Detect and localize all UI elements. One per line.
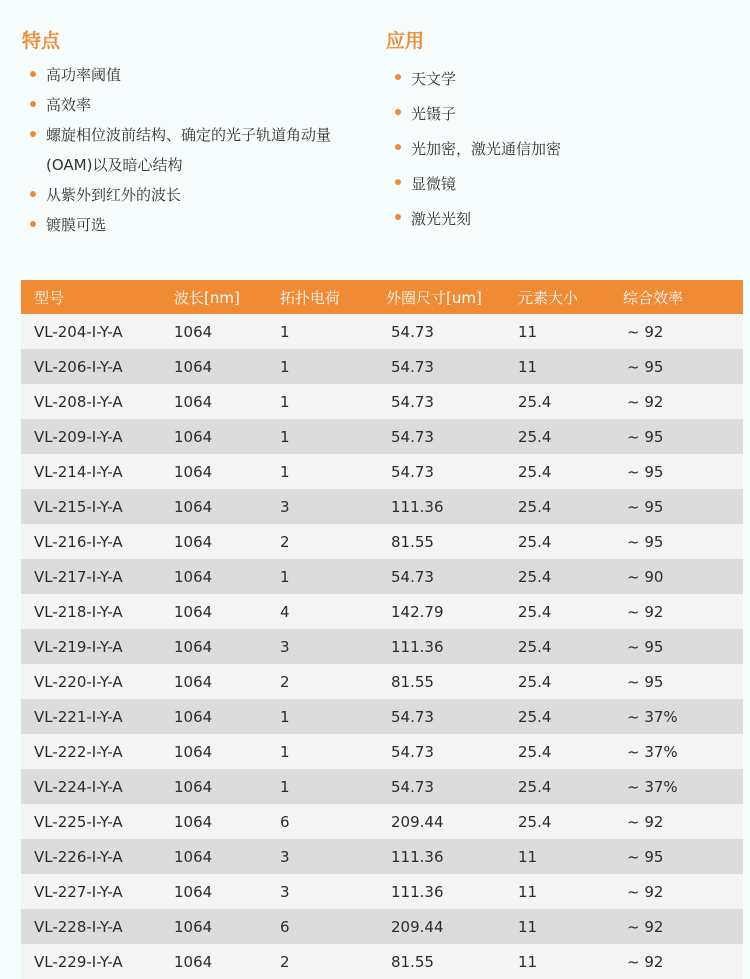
- cell-topological-charge: 3: [280, 839, 386, 874]
- cell-outer-size: 81.55: [386, 524, 518, 559]
- table-row: [21, 909, 743, 944]
- cell-element-size: 25.4: [518, 594, 623, 629]
- cell-element-size: 11: [518, 874, 623, 909]
- header-model: 型号: [21, 280, 174, 314]
- cell-wavelength: 1064: [174, 454, 280, 489]
- table-row: [21, 944, 743, 979]
- cell-element-size: 25.4: [518, 769, 623, 804]
- cell-efficiency: ~ 95: [623, 664, 743, 699]
- cell-topological-charge: 1: [280, 454, 386, 489]
- application-item: [395, 132, 725, 167]
- cell-element-size: 11: [518, 349, 623, 384]
- cell-model: VL-221-I-Y-A: [21, 699, 174, 734]
- cell-outer-size: 142.79: [386, 594, 518, 629]
- table-row: [21, 419, 743, 454]
- cell-outer-size: 111.36: [386, 629, 518, 664]
- cell-wavelength: 1064: [174, 804, 280, 839]
- cell-element-size: 25.4: [518, 419, 623, 454]
- cell-outer-size: 54.73: [386, 734, 518, 769]
- cell-topological-charge: 1: [280, 349, 386, 384]
- bullet-dot-icon: [30, 221, 36, 227]
- cell-model: VL-226-I-Y-A: [21, 839, 174, 874]
- cell-topological-charge: 3: [280, 629, 386, 664]
- cell-model: VL-228-I-Y-A: [21, 909, 174, 944]
- cell-outer-size: 111.36: [386, 489, 518, 524]
- cell-topological-charge: 1: [280, 734, 386, 769]
- cell-topological-charge: 2: [280, 664, 386, 699]
- table-row: [21, 769, 743, 804]
- cell-model: VL-220-I-Y-A: [21, 664, 174, 699]
- table-row: [21, 734, 743, 769]
- table-row: [21, 699, 743, 734]
- cell-outer-size: 54.73: [386, 349, 518, 384]
- feature-item-label: 镀膜可选: [46, 216, 107, 234]
- cell-wavelength: 1064: [174, 699, 280, 734]
- table-row: [21, 524, 743, 559]
- cell-element-size: 11: [518, 314, 623, 349]
- cell-efficiency: ~ 95: [623, 524, 743, 559]
- cell-wavelength: 1064: [174, 769, 280, 804]
- cell-efficiency: ~ 95: [623, 419, 743, 454]
- cell-model: VL-216-I-Y-A: [21, 524, 174, 559]
- cell-topological-charge: 2: [280, 524, 386, 559]
- application-item-label: 显微镜: [411, 175, 457, 193]
- cell-topological-charge: 1: [280, 419, 386, 454]
- cell-wavelength: 1064: [174, 489, 280, 524]
- cell-efficiency: ~ 37%: [623, 699, 743, 734]
- table-row: [21, 874, 743, 909]
- cell-topological-charge: 3: [280, 489, 386, 524]
- application-item: [395, 202, 725, 237]
- cell-element-size: 25.4: [518, 384, 623, 419]
- cell-outer-size: 54.73: [386, 314, 518, 349]
- cell-outer-size: 111.36: [386, 874, 518, 909]
- cell-topological-charge: 1: [280, 559, 386, 594]
- cell-model: VL-227-I-Y-A: [21, 874, 174, 909]
- cell-element-size: 25.4: [518, 699, 623, 734]
- cell-outer-size: 54.73: [386, 454, 518, 489]
- table-row: [21, 314, 743, 349]
- cell-efficiency: ~ 90: [623, 559, 743, 594]
- cell-outer-size: 81.55: [386, 664, 518, 699]
- table-row: [21, 664, 743, 699]
- cell-element-size: 11: [518, 909, 623, 944]
- applications-list: [395, 62, 725, 237]
- cell-topological-charge: 6: [280, 909, 386, 944]
- table-row: [21, 629, 743, 664]
- application-item: [395, 62, 725, 97]
- cell-efficiency: ~ 37%: [623, 769, 743, 804]
- table-row: [21, 594, 743, 629]
- bullet-dot-icon: [30, 101, 36, 107]
- cell-wavelength: 1064: [174, 594, 280, 629]
- cell-efficiency: ~ 95: [623, 489, 743, 524]
- cell-efficiency: ~ 95: [623, 839, 743, 874]
- table-row: [21, 839, 743, 874]
- cell-efficiency: ~ 37%: [623, 734, 743, 769]
- cell-topological-charge: 1: [280, 769, 386, 804]
- cell-element-size: 25.4: [518, 804, 623, 839]
- cell-topological-charge: 1: [280, 384, 386, 419]
- application-item-label: 光加密，激光通信加密: [411, 140, 562, 158]
- cell-topological-charge: 2: [280, 944, 386, 979]
- cell-element-size: 11: [518, 839, 623, 874]
- spec-table: [21, 280, 743, 979]
- cell-wavelength: 1064: [174, 734, 280, 769]
- application-item-label: 天文学: [411, 70, 457, 88]
- bullet-dot-icon: [395, 109, 401, 115]
- table-row: [21, 804, 743, 839]
- feature-item: [30, 150, 370, 180]
- bullet-dot-icon: [395, 144, 401, 150]
- cell-wavelength: 1064: [174, 944, 280, 979]
- cell-outer-size: 81.55: [386, 944, 518, 979]
- cell-wavelength: 1064: [174, 524, 280, 559]
- cell-wavelength: 1064: [174, 559, 280, 594]
- features-list: [30, 60, 370, 240]
- table-row: [21, 454, 743, 489]
- cell-wavelength: 1064: [174, 384, 280, 419]
- cell-outer-size: 111.36: [386, 839, 518, 874]
- cell-efficiency: ~ 92: [623, 944, 743, 979]
- cell-model: VL-214-I-Y-A: [21, 454, 174, 489]
- cell-element-size: 25.4: [518, 524, 623, 559]
- cell-efficiency: ~ 92: [623, 384, 743, 419]
- cell-element-size: 25.4: [518, 734, 623, 769]
- cell-outer-size: 209.44: [386, 909, 518, 944]
- feature-item: [30, 210, 370, 240]
- application-item: [395, 97, 725, 132]
- header-efficiency: 综合效率: [623, 280, 743, 314]
- cell-model: VL-218-I-Y-A: [21, 594, 174, 629]
- feature-item-label: 高效率: [46, 96, 92, 114]
- cell-topological-charge: 3: [280, 874, 386, 909]
- header-outer-size: 外圈尺寸[um]: [386, 280, 518, 314]
- feature-item: [30, 120, 370, 150]
- feature-item-label: (OAM)以及暗心结构: [46, 156, 183, 174]
- application-item-label: 光镊子: [411, 105, 457, 123]
- cell-wavelength: 1064: [174, 664, 280, 699]
- cell-wavelength: 1064: [174, 314, 280, 349]
- bullet-dot-icon: [30, 131, 36, 137]
- cell-wavelength: 1064: [174, 874, 280, 909]
- cell-efficiency: ~ 92: [623, 314, 743, 349]
- feature-item-label: 从紫外到红外的波长: [46, 186, 182, 204]
- cell-model: VL-208-I-Y-A: [21, 384, 174, 419]
- cell-element-size: 25.4: [518, 489, 623, 524]
- cell-efficiency: ~ 92: [623, 804, 743, 839]
- cell-model: VL-209-I-Y-A: [21, 419, 174, 454]
- cell-model: VL-215-I-Y-A: [21, 489, 174, 524]
- bullet-dot-icon: [30, 191, 36, 197]
- cell-efficiency: ~ 92: [623, 594, 743, 629]
- cell-wavelength: 1064: [174, 839, 280, 874]
- cell-topological-charge: 4: [280, 594, 386, 629]
- cell-wavelength: 1064: [174, 349, 280, 384]
- cell-efficiency: ~ 95: [623, 349, 743, 384]
- cell-efficiency: ~ 95: [623, 454, 743, 489]
- header-topological-charge: 拓扑电荷: [280, 280, 386, 314]
- cell-outer-size: 54.73: [386, 559, 518, 594]
- cell-model: VL-217-I-Y-A: [21, 559, 174, 594]
- cell-element-size: 11: [518, 944, 623, 979]
- feature-item-label: 螺旋相位波前结构、确定的光子轨道角动量: [46, 126, 332, 144]
- bullet-dot-icon: [395, 179, 401, 185]
- cell-model: VL-219-I-Y-A: [21, 629, 174, 664]
- cell-efficiency: ~ 92: [623, 909, 743, 944]
- cell-model: VL-229-I-Y-A: [21, 944, 174, 979]
- application-item-label: 激光光刻: [411, 210, 472, 228]
- table-row: [21, 384, 743, 419]
- cell-element-size: 25.4: [518, 664, 623, 699]
- cell-topological-charge: 6: [280, 804, 386, 839]
- header-element-size: 元素大小: [518, 280, 623, 314]
- cell-topological-charge: 1: [280, 699, 386, 734]
- cell-outer-size: 54.73: [386, 384, 518, 419]
- cell-wavelength: 1064: [174, 419, 280, 454]
- applications-title: 应用: [386, 30, 425, 52]
- application-item: [395, 167, 725, 202]
- header-wavelength: 波长[nm]: [174, 280, 280, 314]
- cell-wavelength: 1064: [174, 629, 280, 664]
- cell-model: VL-204-I-Y-A: [21, 314, 174, 349]
- table-row: [21, 489, 743, 524]
- cell-outer-size: 54.73: [386, 699, 518, 734]
- table-header-row: [21, 280, 743, 314]
- table-row: [21, 349, 743, 384]
- cell-element-size: 25.4: [518, 629, 623, 664]
- cell-efficiency: ~ 95: [623, 629, 743, 664]
- table-row: [21, 559, 743, 594]
- cell-model: VL-206-I-Y-A: [21, 349, 174, 384]
- cell-outer-size: 54.73: [386, 769, 518, 804]
- cell-wavelength: 1064: [174, 909, 280, 944]
- cell-element-size: 25.4: [518, 454, 623, 489]
- feature-item: [30, 90, 370, 120]
- bullet-dot-icon: [30, 71, 36, 77]
- cell-outer-size: 209.44: [386, 804, 518, 839]
- cell-element-size: 25.4: [518, 559, 623, 594]
- bullet-dot-icon: [395, 214, 401, 220]
- cell-model: VL-222-I-Y-A: [21, 734, 174, 769]
- cell-efficiency: ~ 92: [623, 874, 743, 909]
- cell-model: VL-225-I-Y-A: [21, 804, 174, 839]
- feature-item-label: 高功率阈值: [46, 66, 122, 84]
- features-title: 特点: [22, 30, 61, 52]
- bullet-dot-icon: [395, 74, 401, 80]
- cell-topological-charge: 1: [280, 314, 386, 349]
- cell-outer-size: 54.73: [386, 419, 518, 454]
- feature-item: [30, 60, 370, 90]
- feature-item: [30, 180, 370, 210]
- cell-model: VL-224-I-Y-A: [21, 769, 174, 804]
